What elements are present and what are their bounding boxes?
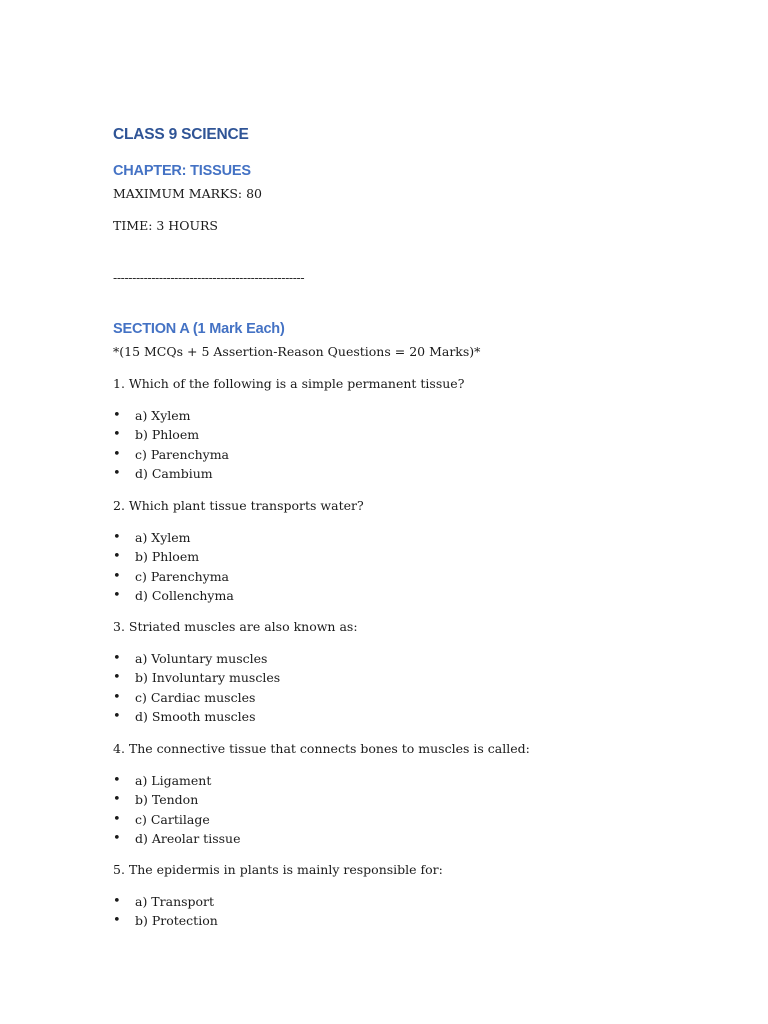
option-label: c) Cardiac muscles xyxy=(135,689,256,705)
question-4-options xyxy=(113,773,240,850)
bullet-icon: • xyxy=(113,894,121,909)
bullet-icon: • xyxy=(113,587,121,603)
list-item xyxy=(113,651,280,670)
bullet-icon: • xyxy=(113,913,121,929)
option-label: c) Parenchyma xyxy=(135,446,229,462)
list-item xyxy=(113,709,280,728)
section-a-note: *(15 MCQs + 5 Assertion-Reason Questions = 20 Marks)* xyxy=(113,344,481,359)
chapter-heading: CHAPTER: TISSUES xyxy=(113,163,251,179)
question-3-options xyxy=(113,651,280,728)
list-item xyxy=(113,913,218,932)
list-item xyxy=(113,812,240,831)
list-item xyxy=(113,447,229,466)
option-label: a) Ligament xyxy=(135,773,212,788)
option-label: d) Areolar tissue xyxy=(135,830,241,846)
document-title: CLASS 9 SCIENCE xyxy=(113,126,249,143)
bullet-icon: • xyxy=(113,568,121,584)
option-label: a) Voluntary muscles xyxy=(135,651,268,666)
bullet-icon: • xyxy=(113,792,121,808)
list-item xyxy=(113,466,229,485)
option-label: b) Tendon xyxy=(135,792,199,808)
question-2-options xyxy=(113,530,234,607)
section-a-heading: SECTION A (1 Mark Each) xyxy=(113,321,285,337)
list-item xyxy=(113,792,240,811)
question-4: 4. The connective tissue that connects bones to muscles is called: xyxy=(113,741,530,756)
question-2: 2. Which plant tissue transports water? xyxy=(113,498,364,513)
option-label: a) Xylem xyxy=(135,408,191,423)
list-item xyxy=(113,690,280,709)
bullet-icon: • xyxy=(113,830,121,846)
option-label: d) Collenchyma xyxy=(135,587,234,603)
question-3: 3. Striated muscles are also known as: xyxy=(113,619,358,634)
list-item xyxy=(113,530,234,549)
list-item xyxy=(113,773,240,792)
divider-line: -------------------------------------------------- xyxy=(113,270,305,285)
list-item xyxy=(113,549,234,568)
option-label: b) Protection xyxy=(135,913,218,929)
bullet-icon: • xyxy=(113,811,121,827)
list-item xyxy=(113,427,229,446)
list-item xyxy=(113,831,240,850)
question-1-options xyxy=(113,408,229,485)
list-item xyxy=(113,408,229,427)
option-label: d) Cambium xyxy=(135,465,213,481)
bullet-icon: • xyxy=(113,549,121,565)
bullet-icon: • xyxy=(113,773,121,788)
option-label: b) Phloem xyxy=(135,427,200,443)
bullet-icon: • xyxy=(113,651,121,666)
option-label: b) Involuntary muscles xyxy=(135,670,281,686)
question-5: 5. The epidermis in plants is mainly responsible for: xyxy=(113,862,443,877)
bullet-icon: • xyxy=(113,446,121,462)
option-label: c) Parenchyma xyxy=(135,568,229,584)
list-item xyxy=(113,569,234,588)
question-5-options xyxy=(113,894,218,933)
bullet-icon: • xyxy=(113,427,121,443)
bullet-icon: • xyxy=(113,708,121,724)
time-text: TIME: 3 HOURS xyxy=(113,218,218,233)
option-label: c) Cartilage xyxy=(135,811,210,827)
bullet-icon: • xyxy=(113,465,121,481)
list-item xyxy=(113,894,218,913)
bullet-icon: • xyxy=(113,670,121,686)
bullet-icon: • xyxy=(113,530,121,545)
option-label: a) Transport xyxy=(135,894,215,909)
max-marks-text: MAXIMUM MARKS: 80 xyxy=(113,186,262,201)
bullet-icon: • xyxy=(113,408,121,423)
option-label: d) Smooth muscles xyxy=(135,708,256,724)
question-1: 1. Which of the following is a simple permanent tissue? xyxy=(113,376,465,391)
list-item xyxy=(113,588,234,607)
option-label: a) Xylem xyxy=(135,530,191,545)
list-item xyxy=(113,670,280,689)
option-label: b) Phloem xyxy=(135,549,200,565)
bullet-icon: • xyxy=(113,689,121,705)
